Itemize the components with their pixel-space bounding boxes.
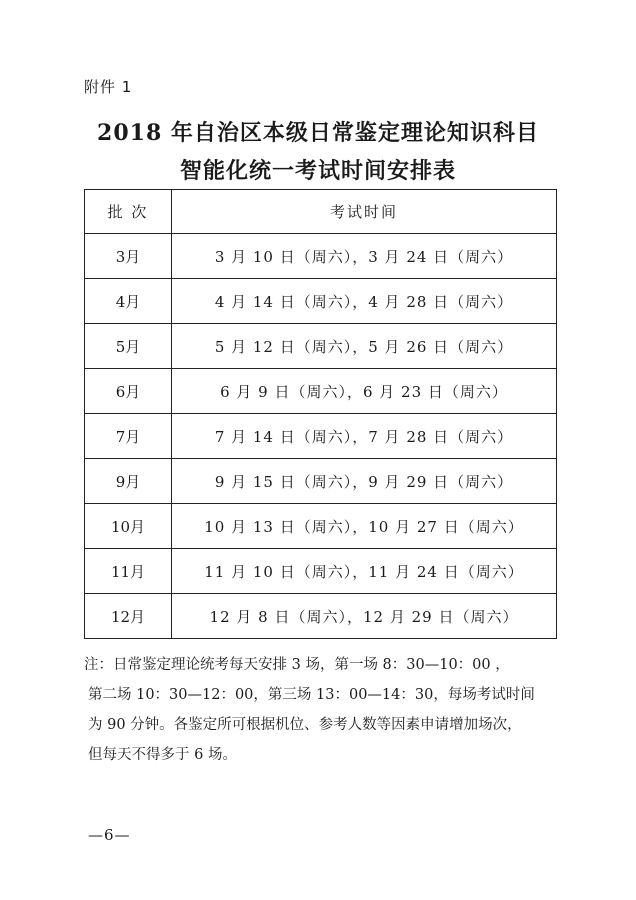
table-row xyxy=(85,459,557,504)
table-row xyxy=(85,369,557,414)
header-exam-time: 考试时间 xyxy=(172,190,557,234)
batch-cell: 11月 xyxy=(85,549,172,594)
batch-cell: 9月 xyxy=(85,459,172,504)
table-row xyxy=(85,549,557,594)
batch-cell: 10月 xyxy=(85,504,172,549)
note-line-2: 第二场 10：30—12：00，第三场 13：00—14：30，每场考试时间 xyxy=(88,687,535,703)
document-title-line-1: 2018 年自治区本级日常鉴定理论知识科目 xyxy=(97,120,539,146)
batch-cell: 4月 xyxy=(85,279,172,324)
table-header-row xyxy=(85,190,557,234)
table-row xyxy=(85,594,557,639)
schedule-note xyxy=(84,650,564,770)
table-row xyxy=(85,279,557,324)
note-line-3: 为 90 分钟。各鉴定所可根据机位、参考人数等因素申请增加场次， xyxy=(88,717,522,733)
dates-cell: 7 月 14 日（周六），7 月 28 日（周六） xyxy=(172,414,557,459)
document-title-line-2: 智能化统一考试时间安排表 xyxy=(179,158,456,184)
batch-cell: 12月 xyxy=(85,594,172,639)
dates-cell: 5 月 12 日（周六），5 月 26 日（周六） xyxy=(172,324,557,369)
note-line-4: 但每天不得多于 6 场。 xyxy=(88,747,237,763)
dates-cell: 11 月 10 日（周六），11 月 24 日（周六） xyxy=(172,549,557,594)
dates-cell: 10 月 13 日（周六），10 月 27 日（周六） xyxy=(172,504,557,549)
batch-cell: 3月 xyxy=(85,234,172,279)
page-number: —6— xyxy=(88,826,131,844)
dates-cell: 6 月 9 日（周六），6 月 23 日（周六） xyxy=(172,369,557,414)
dates-cell: 12 月 8 日（周六），12 月 29 日（周六） xyxy=(172,594,557,639)
note-line-1: 注：日常鉴定理论统考每天安排 3 场，第一场 8：30—10：00 ， xyxy=(84,657,510,673)
batch-cell: 6月 xyxy=(85,369,172,414)
header-batch: 批 次 xyxy=(85,190,172,234)
table-row xyxy=(85,504,557,549)
batch-cell: 5月 xyxy=(85,324,172,369)
batch-cell: 7月 xyxy=(85,414,172,459)
dates-cell: 9 月 15 日（周六），9 月 29 日（周六） xyxy=(172,459,557,504)
table-row xyxy=(85,234,557,279)
table-row xyxy=(85,324,557,369)
dates-cell: 3 月 10 日（周六），3 月 24 日（周六） xyxy=(172,234,557,279)
dates-cell: 4 月 14 日（周六），4 月 28 日（周六） xyxy=(172,279,557,324)
exam-schedule-table xyxy=(84,189,557,639)
attachment-label: 附件 1 xyxy=(84,78,133,96)
table-row xyxy=(85,414,557,459)
